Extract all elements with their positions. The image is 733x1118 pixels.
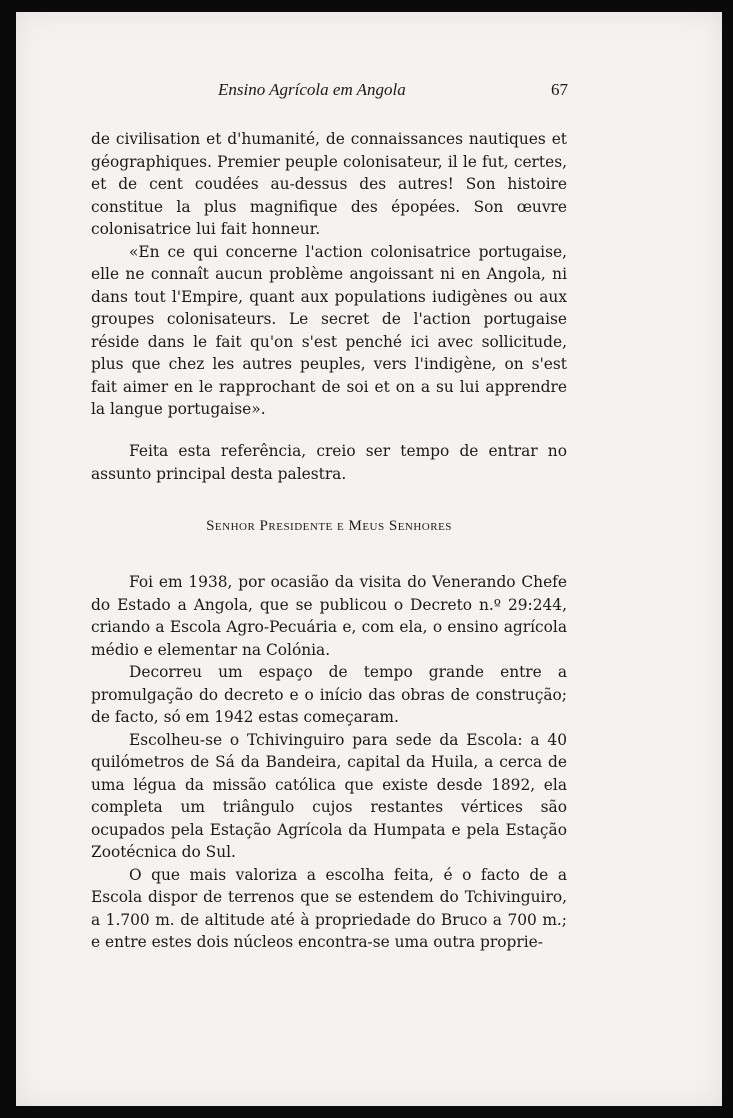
section-heading: Senhor Presidente e Meus Senhores [206, 518, 452, 534]
running-title: Ensino Agrícola em Angola [218, 80, 406, 99]
main-body [91, 571, 567, 954]
body-paragraph-3: Escolheu-se o Tchivinguiro para sede da Escola: a 40 quilómetros de Sá da Bandeira, capital da Huila, a cerca de uma légua da missão católica que existe desde 1892, ela completa um triângulo cujos restantes vértices são ocupados pela Estação Agrícola da Humpata e pela Estação Zootécnica do Sul. [91, 730, 567, 861]
quoted-passage [91, 128, 567, 421]
transition-paragraph: Feita esta referência, creio ser tempo de entrar no assunto principal desta palestra. [91, 442, 567, 483]
page-header [218, 80, 568, 104]
transition-passage [91, 440, 567, 485]
body-paragraph-4: O que mais valoriza a escolha feita, é o facto de a Escola dispor de terrenos que se estendem do Tchivinguiro, a 1.700 m. de altitude até à propriedade do Bruco a 700 m.; e entre estes dois núcleos encontra-se uma outra proprie- [91, 865, 567, 951]
quote-paragraph-1: de civilisation et d'humanité, de connaissances nautiques et géographiques. Premier peuple colonisateur, il le fut, certes, et de cent coudées au-dessus des autres! Son histoire constitue la plus magnifique des épopées. Son œuvre colonisatrice lui fait honneur. [91, 130, 567, 238]
body-paragraph-1: Foi em 1938, por ocasião da visita do Venerando Chefe do Estado a Angola, que se publicou o Decreto n.º 29:244, criando a Escola Agro-Pecuária e, com ela, o ensino agrícola médio e elementar na Colónia. [91, 573, 567, 659]
quote-paragraph-2: «En ce qui concerne l'action colonisatrice portugaise, elle ne connaît aucun problème angoissant ni en Angola, ni dans tout l'Empire, quant aux populations iudigènes ou aux groupes colonisateurs. Le secret de l'action portugaise réside dans le fait qu'on s'est penché ici avec sollicitude, plus que chez les autres peuples, vers l'indigène, on s'est fait aimer en le rapprochant de soi et on a su lui apprendre la langue portugaise». [91, 242, 567, 418]
body-paragraph-2: Decorreu um espaço de tempo grande entre a promulgação do decreto e o início das obras de construção; de facto, só em 1942 estas começaram. [91, 663, 567, 726]
page-number: 67 [551, 80, 568, 99]
